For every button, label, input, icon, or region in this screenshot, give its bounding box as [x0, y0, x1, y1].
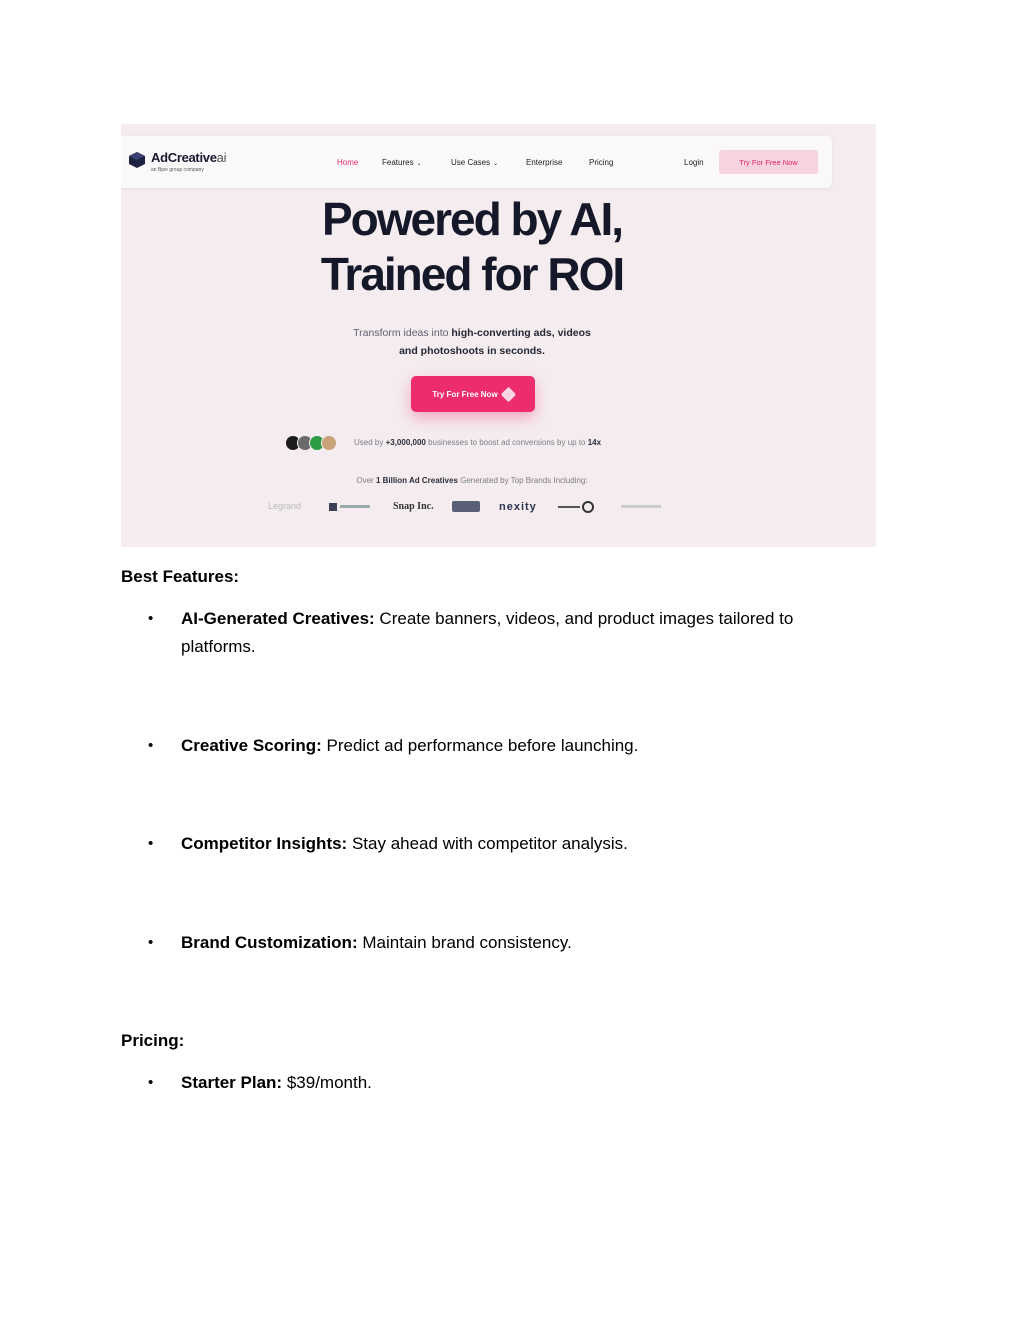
nav-pricing[interactable]: Pricing [589, 158, 614, 167]
bullet-icon: • [148, 835, 154, 852]
hero-try-free-button[interactable]: Try For Free Now [411, 376, 535, 412]
features-heading: Best Features: [121, 567, 240, 586]
chevron-down-icon: ⌄ [416, 161, 422, 167]
brand-logo-boxed [452, 501, 480, 512]
nav-try-free-button[interactable]: Try For Free Now [719, 150, 818, 174]
site-logo[interactable]: AdCreativeai [151, 150, 227, 165]
brand-logo-snap: Snap Inc. [393, 501, 434, 512]
nav-enterprise[interactable]: Enterprise [526, 158, 563, 167]
logo-tagline: an Bpie group company [151, 167, 204, 173]
brand-logo-faded [621, 501, 661, 511]
brand-logo-ring [558, 501, 594, 513]
cube-icon [500, 386, 516, 402]
nav-features[interactable]: Features ⌄ [382, 158, 422, 167]
chevron-down-icon: ⌄ [493, 161, 499, 167]
hero-title-line1: Powered by AI, [321, 193, 623, 245]
bullet-icon: • [148, 1074, 154, 1091]
hero-title-line2: Trained for ROI [320, 248, 624, 300]
login-link[interactable]: Login [684, 158, 704, 167]
bullet-icon: • [148, 934, 154, 951]
brand-logos [121, 501, 876, 517]
adcreative-logo-icon [128, 151, 146, 169]
avatar [321, 435, 337, 451]
brand-logo-nexity: nexity [499, 501, 537, 513]
bullet-icon: • [148, 737, 154, 754]
nav-use-cases[interactable]: Use Cases ⌄ [451, 158, 499, 167]
hero-subtitle-line2: and photoshoots in seconds. [399, 345, 545, 357]
bullet-icon: • [148, 610, 154, 627]
nav-home[interactable]: Home [337, 158, 359, 167]
pricing-heading: Pricing: [121, 1031, 185, 1050]
brands-heading: Over 1 Billion Ad Creatives Generated by Top Brands Including: [356, 476, 588, 485]
social-proof-text: Used by +3,000,000 businesses to boost ad conversions by up to 14x [354, 438, 602, 447]
brand-logo-legrand: Legrand [268, 501, 302, 511]
site-navbar [121, 136, 832, 188]
website-screenshot [121, 124, 876, 547]
brand-logo-generic [329, 501, 370, 511]
hero-subtitle-line1: Transform ideas into high-converting ads, videos [353, 327, 591, 339]
